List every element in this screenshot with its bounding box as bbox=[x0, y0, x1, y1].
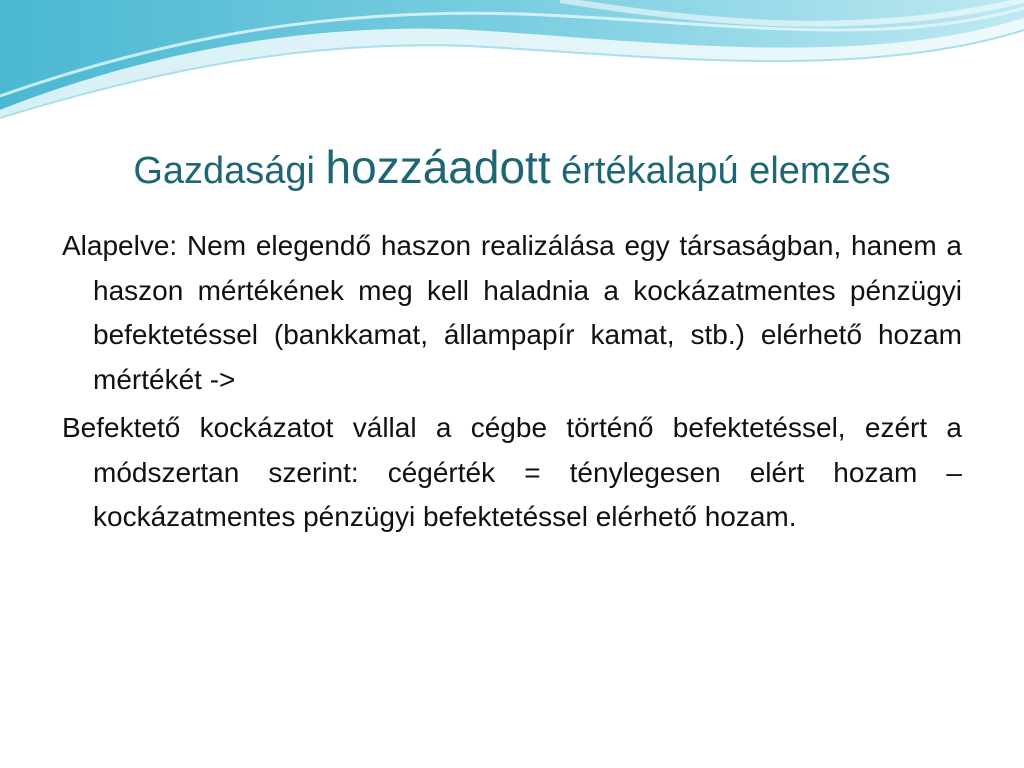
title-part-2: hozzáadott bbox=[325, 141, 551, 193]
decorative-wave-header bbox=[0, 0, 1024, 130]
paragraph-investor: Befektető kockázatot vállal a cégbe történő befektetéssel, ezért a módszertan szerint: cégérték = ténylegesen elért hozam – kockázatmentes pénzügyi befektetéssel elérhető hozam. bbox=[62, 412, 962, 532]
slide-title bbox=[0, 140, 1024, 195]
paragraph-principle: Alapelve: Nem elegendő haszon realizálása egy társaságban, hanem a haszon mértékének meg kell haladnia a kockázatmentes pénzügyi befektetéssel (bankkamat, állampapír kamat, stb.) elérhető hozam mértékét -> bbox=[62, 230, 962, 395]
slide-body bbox=[62, 224, 962, 544]
title-part-1: Gazdasági bbox=[133, 150, 326, 192]
title-part-3: értékalapú elemzés bbox=[550, 150, 891, 192]
